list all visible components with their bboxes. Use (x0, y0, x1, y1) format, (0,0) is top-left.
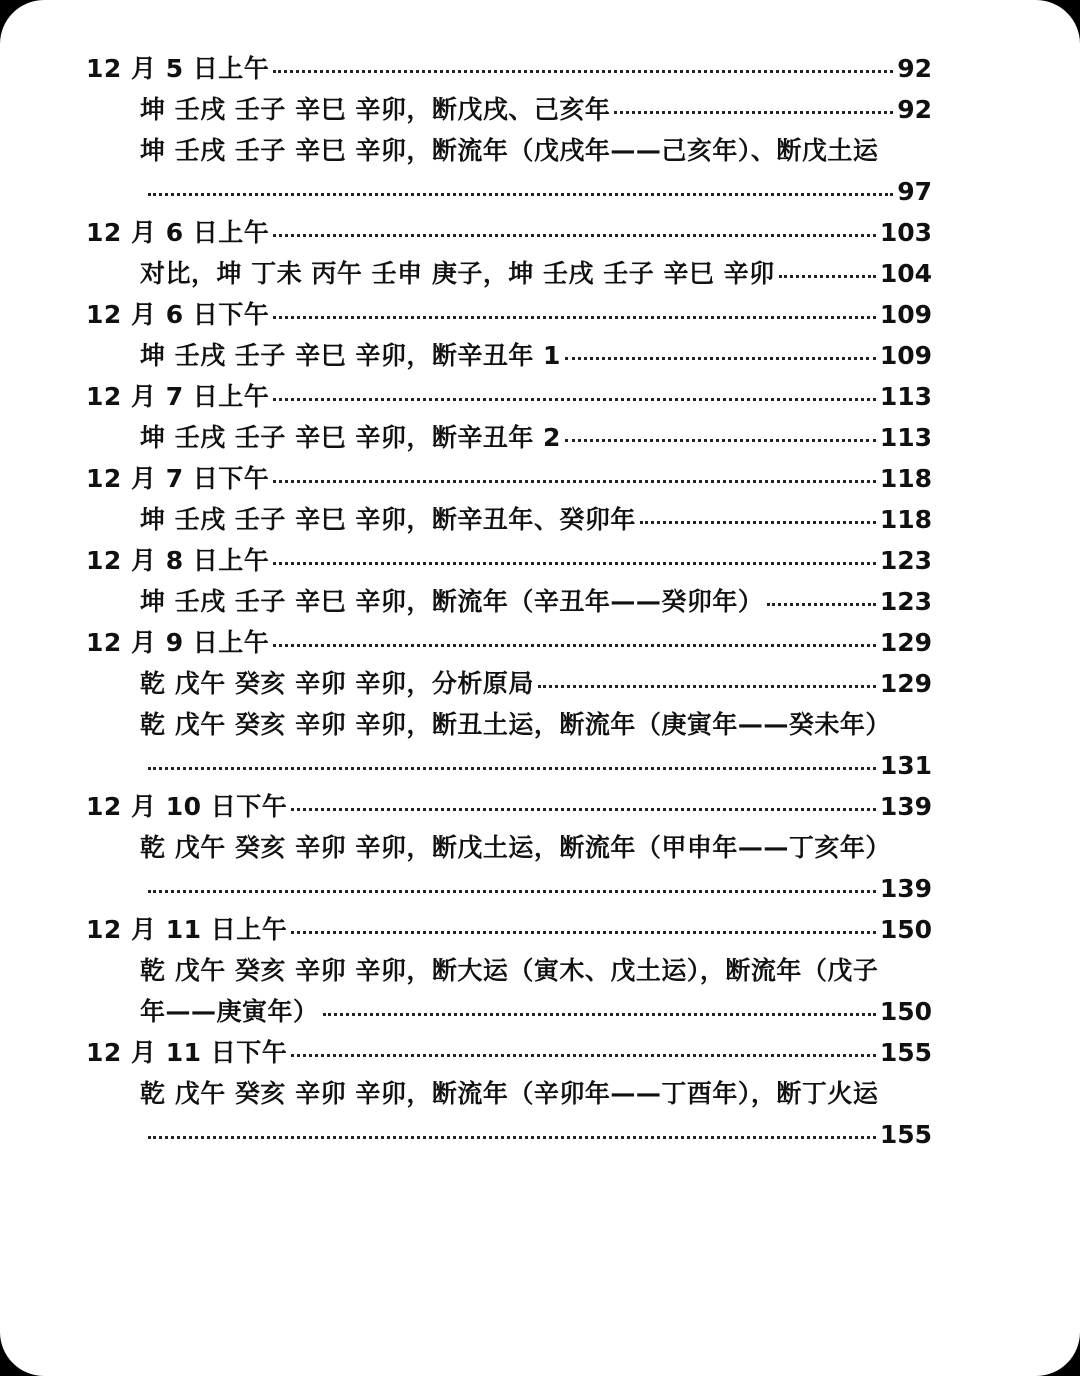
dot-leader (767, 603, 875, 606)
toc-entry-title: 乾 戊午 癸亥 辛卯 辛卯，断大运（寅木、戊土运），断流年（戊子 (140, 956, 879, 985)
toc-page-number: 92 (897, 95, 932, 124)
toc-section-heading (86, 622, 932, 663)
dot-leader (148, 890, 876, 893)
toc-section-heading (86, 376, 932, 417)
toc-entry-title: 12 月 10 日下午 (86, 792, 288, 821)
dot-leader (273, 562, 876, 565)
toc-page-number: 97 (897, 177, 932, 206)
toc-section-heading (86, 540, 932, 581)
dot-leader (565, 357, 876, 360)
toc-entry-title: 坤 壬戌 壬子 辛巳 辛卯，断戊戌、己亥年 (140, 95, 611, 124)
toc-entry (86, 335, 932, 376)
toc-page-number: 92 (897, 54, 932, 83)
toc-page-number: 150 (879, 997, 932, 1026)
dot-leader (273, 234, 876, 237)
toc-page-number: 123 (879, 587, 932, 616)
dot-leader (640, 521, 876, 524)
toc-page-number: 150 (879, 915, 932, 944)
toc-section-heading (86, 48, 932, 89)
toc-page-number: 109 (879, 300, 932, 329)
toc-entry (86, 253, 932, 294)
toc-page-number: 104 (879, 259, 932, 288)
toc-section-heading (86, 212, 932, 253)
toc-entry (86, 827, 932, 868)
toc-entry-title: 12 月 5 日上午 (86, 54, 270, 83)
dot-leader (291, 1054, 876, 1057)
toc-entry-title: 12 月 11 日上午 (86, 915, 288, 944)
toc-entry (86, 89, 932, 130)
toc-entry-title: 12 月 7 日上午 (86, 382, 270, 411)
toc-entry-title: 年——庚寅年） (140, 997, 319, 1026)
toc-entry-title: 乾 戊午 癸亥 辛卯 辛卯，断流年（辛卯年——丁酉年），断丁火运 (140, 1079, 879, 1108)
toc-entry-title: 12 月 7 日下午 (86, 464, 270, 493)
toc-page-number: 103 (879, 218, 932, 247)
toc-page-number: 129 (879, 628, 932, 657)
toc-entry-title: 乾 戊午 癸亥 辛卯 辛卯，分析原局 (140, 669, 534, 698)
toc-entry (86, 130, 932, 171)
toc-entry (86, 704, 932, 745)
toc-page-number: 118 (879, 505, 932, 534)
toc-entry-title: 乾 戊午 癸亥 辛卯 辛卯，断戊土运，断流年（甲申年——丁亥年） (140, 833, 891, 862)
toc-entry (86, 950, 932, 991)
toc-section-heading (86, 294, 932, 335)
toc-entry (86, 417, 932, 458)
toc-page-number: 113 (879, 423, 932, 452)
dot-leader (291, 808, 876, 811)
dot-leader (273, 316, 876, 319)
toc-page-number: 155 (879, 1038, 932, 1067)
toc-section-heading (86, 458, 932, 499)
toc-page-number: 118 (879, 464, 932, 493)
toc-entry-title: 坤 壬戌 壬子 辛巳 辛卯，断流年（辛丑年——癸卯年） (140, 587, 764, 616)
toc-section-heading (86, 1032, 932, 1073)
dot-leader (273, 644, 876, 647)
dot-leader (273, 70, 893, 73)
toc-entry-title: 12 月 6 日上午 (86, 218, 270, 247)
toc-entry-title: 坤 壬戌 壬子 辛巳 辛卯，断辛丑年 1 (140, 341, 561, 370)
toc-section-heading (86, 909, 932, 950)
dot-leader (148, 193, 893, 196)
toc-entry (86, 991, 932, 1032)
toc-entry-continuation (86, 171, 932, 212)
toc-entry-title: 对比，坤 丁未 丙午 壬申 庚子，坤 壬戌 壬子 辛巳 辛卯 (140, 259, 775, 288)
dot-leader (291, 931, 876, 934)
dot-leader (323, 1013, 876, 1016)
dot-leader (565, 439, 876, 442)
dot-leader (148, 767, 876, 770)
dot-leader (273, 480, 876, 483)
toc-entry (86, 1073, 932, 1114)
toc-page-number: 123 (879, 546, 932, 575)
toc-page-number: 139 (879, 874, 932, 903)
toc-entry-title: 乾 戊午 癸亥 辛卯 辛卯，断丑土运，断流年（庚寅年——癸未年） (140, 710, 891, 739)
dot-leader (614, 111, 893, 114)
toc-entry-title: 坤 壬戌 壬子 辛巳 辛卯，断流年（戊戌年——己亥年）、断戊土运 (140, 136, 879, 165)
dot-leader (148, 1136, 876, 1139)
dot-leader (273, 398, 876, 401)
table-of-contents (86, 48, 932, 1155)
toc-page-number: 109 (879, 341, 932, 370)
toc-page-number: 129 (879, 669, 932, 698)
toc-entry (86, 499, 932, 540)
toc-entry-title: 12 月 6 日下午 (86, 300, 270, 329)
toc-entry-continuation (86, 1114, 932, 1155)
toc-section-heading (86, 786, 932, 827)
toc-entry-title: 12 月 9 日上午 (86, 628, 270, 657)
toc-page-number: 131 (879, 751, 932, 780)
toc-entry-title: 坤 壬戌 壬子 辛巳 辛卯，断辛丑年 2 (140, 423, 561, 452)
toc-page-number: 139 (879, 792, 932, 821)
dot-leader (538, 685, 876, 688)
toc-entry (86, 581, 932, 622)
toc-entry-title: 坤 壬戌 壬子 辛巳 辛卯，断辛丑年、癸卯年 (140, 505, 636, 534)
toc-page-number: 155 (879, 1120, 932, 1149)
toc-entry-title: 12 月 8 日上午 (86, 546, 270, 575)
toc-entry-title: 12 月 11 日下午 (86, 1038, 288, 1067)
toc-page-number: 113 (879, 382, 932, 411)
toc-entry (86, 663, 932, 704)
toc-entry-continuation (86, 868, 932, 909)
dot-leader (779, 275, 876, 278)
toc-entry-continuation (86, 745, 932, 786)
